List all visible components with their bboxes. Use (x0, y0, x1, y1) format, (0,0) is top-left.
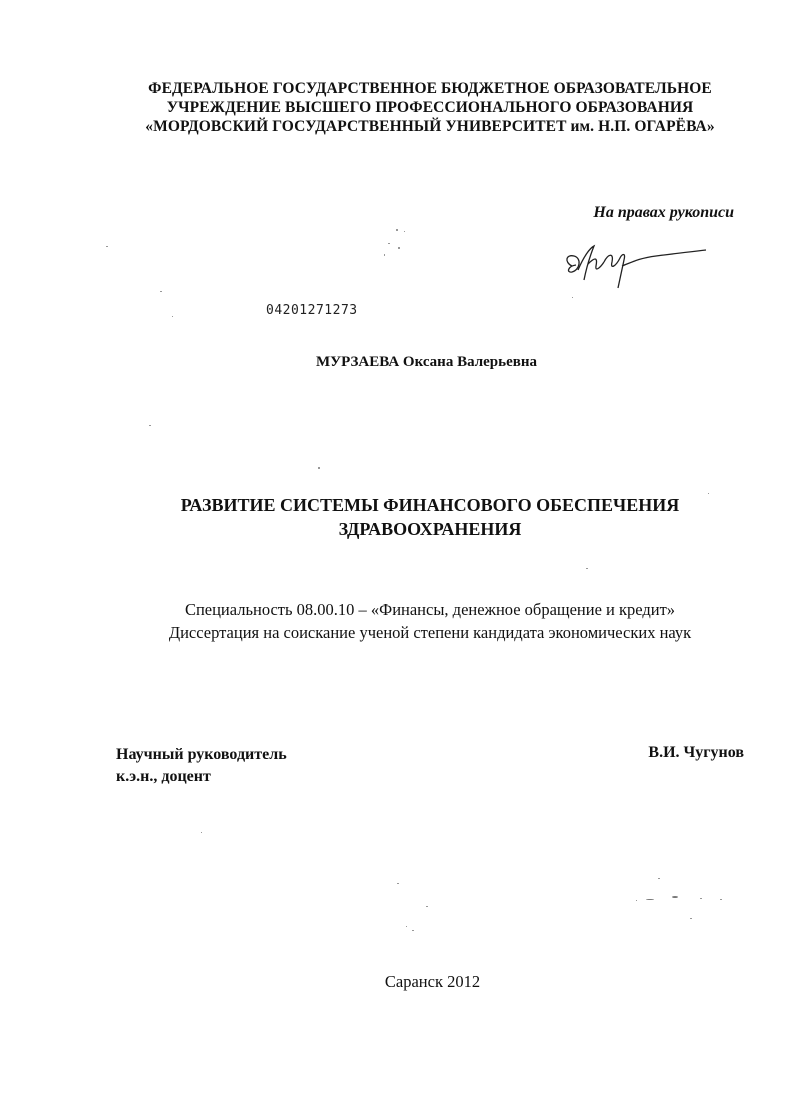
manuscript-rights-note: На правах рукописи (593, 204, 734, 221)
org-line-3: «МОРДОВСКИЙ ГОСУДАРСТВЕННЫЙ УНИВЕРСИТЕТ им. Н.П. ОГАРЁВА» (145, 118, 715, 135)
supervisor-name: В.И. Чугунов (648, 744, 744, 761)
supervisor-role: Научный руководитель (116, 746, 287, 763)
org-line-2: УЧРЕЖДЕНИЕ ВЫСШЕГО ПРОФЕССИОНАЛЬНОГО ОБРАЗОВАНИЯ (166, 99, 694, 116)
organization-header (80, 79, 780, 136)
author-name: МУРЗАЕВА Оксана Валерьевна (316, 354, 537, 370)
archive-code: 04201271273 (266, 303, 358, 318)
degree-line: Диссертация на соискание ученой степени кандидата экономических наук (168, 623, 692, 642)
supervisor-degree: к.э.н., доцент (116, 768, 211, 785)
specialty-block (80, 598, 780, 644)
city-year: Саранск 2012 (384, 972, 481, 991)
title-line-2: ЗДРАВООХРАНЕНИЯ (338, 519, 522, 539)
title-line-1: РАЗВИТИЕ СИСТЕМЫ ФИНАНСОВОГО ОБЕСПЕЧЕНИЯ (180, 495, 680, 515)
dissertation-title (100, 493, 760, 541)
supervisor-block (116, 744, 287, 788)
org-line-1: ФЕДЕРАЛЬНОЕ ГОСУДАРСТВЕННОЕ БЮДЖЕТНОЕ ОБРАЗОВАТЕЛЬНОЕ (148, 80, 712, 97)
author-signature (560, 236, 710, 292)
specialty-line: Специальность 08.00.10 – «Финансы, денежное обращение и кредит» (184, 600, 676, 619)
